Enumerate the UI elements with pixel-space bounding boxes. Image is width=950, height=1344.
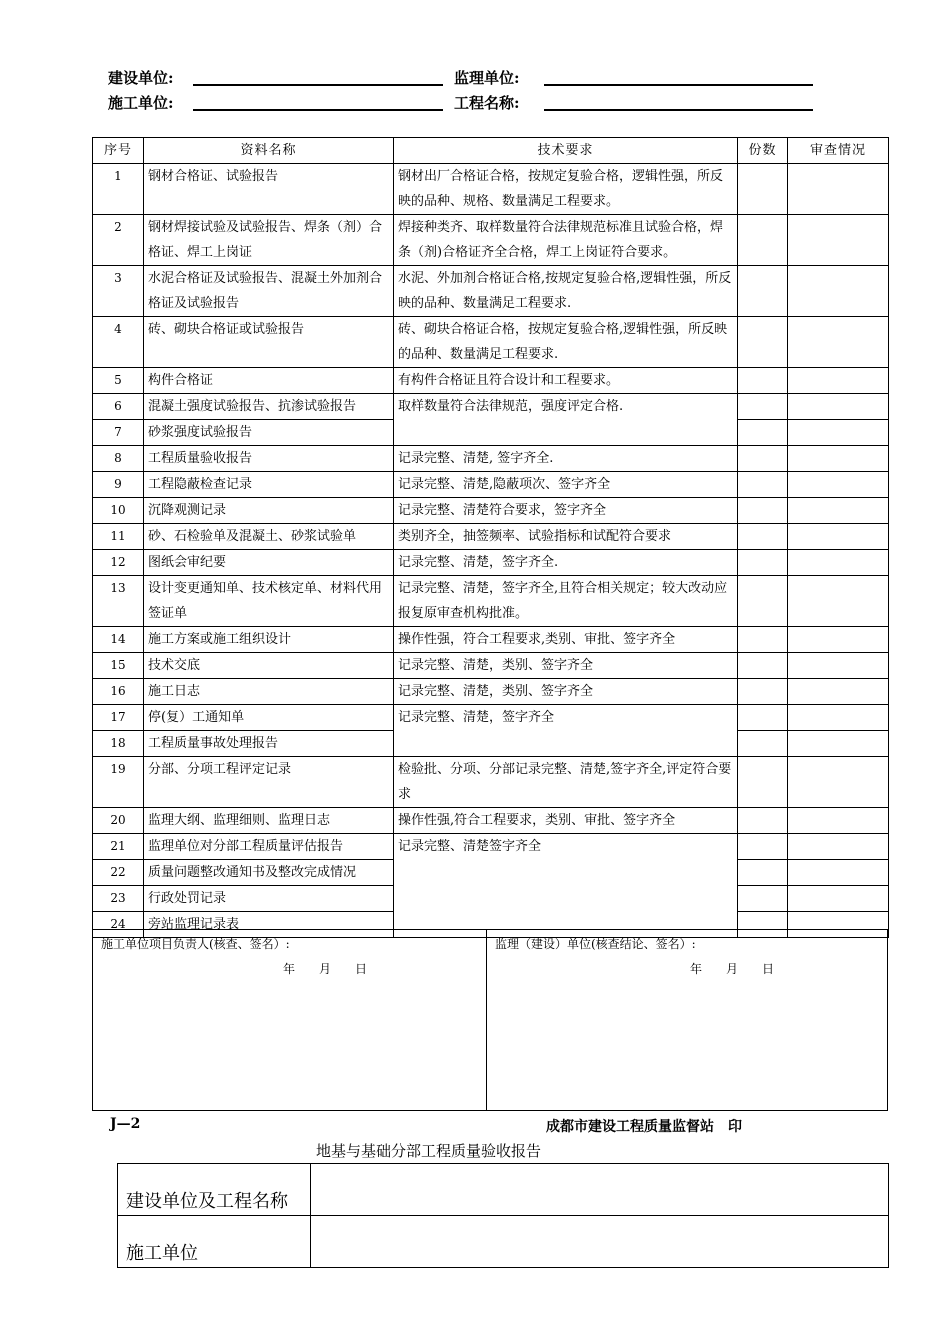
review-cell[interactable]	[788, 705, 889, 731]
row-requirement: 钢材出厂合格证合格，按规定复验合格，逻辑性强，所反映的品种、规格、数量满足工程要求。	[394, 164, 738, 215]
review-cell[interactable]	[788, 757, 889, 808]
row-no: 10	[93, 498, 144, 524]
row-name: 钢材合格证、试验报告	[144, 164, 394, 215]
builder-unit-field[interactable]	[193, 109, 443, 111]
construction-and-project-label: 建设单位及工程名称	[118, 1164, 311, 1216]
row-name: 砂浆强度试验报告	[144, 420, 394, 446]
copies-cell[interactable]	[738, 550, 788, 576]
copies-cell[interactable]	[738, 886, 788, 912]
table-row	[93, 653, 889, 679]
copies-cell[interactable]	[738, 472, 788, 498]
row-requirement: 检验批、分项、分部记录完整、清楚,签字齐全,评定符合要求	[394, 757, 738, 808]
copies-cell[interactable]	[738, 808, 788, 834]
row-no: 8	[93, 446, 144, 472]
table-row	[93, 472, 889, 498]
row-name: 混凝土强度试验报告、抗渗试验报告	[144, 394, 394, 420]
table-row	[93, 576, 889, 627]
row-name: 砂、石检验单及混凝土、砂浆试验单	[144, 524, 394, 550]
builder-signature-date: 年 月 日	[283, 962, 368, 976]
row-requirement: 记录完整、清楚，签字齐全.	[394, 550, 738, 576]
row-requirement: 记录完整、清楚，类别、签字齐全	[394, 679, 738, 705]
review-cell[interactable]	[788, 731, 889, 757]
row-name: 图纸会审纪要	[144, 550, 394, 576]
construction-unit-field[interactable]	[193, 84, 443, 86]
row-no: 1	[93, 164, 144, 215]
copies-cell[interactable]	[738, 317, 788, 368]
table-row	[93, 394, 889, 420]
review-cell[interactable]	[788, 550, 889, 576]
form-code: J—2	[110, 1116, 141, 1132]
review-cell[interactable]	[788, 472, 889, 498]
table-row	[93, 215, 889, 266]
row-no: 14	[93, 627, 144, 653]
copies-cell[interactable]	[738, 446, 788, 472]
row-requirement: 记录完整、清楚签字齐全	[394, 834, 738, 938]
row-name: 施工日志	[144, 679, 394, 705]
supervision-unit-label: 监理单位:	[454, 69, 520, 87]
row-name: 工程隐蔽检查记录	[144, 472, 394, 498]
table-row	[118, 1216, 889, 1268]
copies-cell[interactable]	[738, 731, 788, 757]
builder-unit-label: 施工单位:	[108, 94, 174, 112]
row-name: 构件合格证	[144, 368, 394, 394]
row-name: 监理大纲、监理细则、监理日志	[144, 808, 394, 834]
row-no: 11	[93, 524, 144, 550]
copies-cell[interactable]	[738, 394, 788, 420]
row-no: 23	[93, 886, 144, 912]
review-cell[interactable]	[788, 215, 889, 266]
table-row	[93, 498, 889, 524]
row-requirement: 水泥、外加剂合格证合格,按规定复验合格,逻辑性强，所反映的品种、数量满足工程要求.	[394, 266, 738, 317]
row-name: 监理单位对分部工程质量评估报告	[144, 834, 394, 860]
builder-signature-box[interactable]	[92, 929, 487, 1111]
review-cell[interactable]	[788, 576, 889, 627]
row-requirement: 砖、砌块合格证合格，按规定复验合格,逻辑性强，所反映的品种、数量满足工程要求.	[394, 317, 738, 368]
table-row	[93, 808, 889, 834]
project-name-label: 工程名称:	[454, 94, 520, 112]
table-row	[93, 627, 889, 653]
copies-cell[interactable]	[738, 266, 788, 317]
copies-cell[interactable]	[738, 524, 788, 550]
row-requirement: 取样数量符合法律规范，强度评定合格.	[394, 394, 738, 446]
review-cell[interactable]	[788, 266, 889, 317]
table-row	[93, 834, 889, 860]
row-no: 12	[93, 550, 144, 576]
row-no: 3	[93, 266, 144, 317]
row-no: 5	[93, 368, 144, 394]
row-name: 技术交底	[144, 653, 394, 679]
copies-cell[interactable]	[738, 368, 788, 394]
row-no: 13	[93, 576, 144, 627]
row-name: 工程质量事故处理报告	[144, 731, 394, 757]
review-cell[interactable]	[788, 860, 889, 886]
construction-and-project-field[interactable]	[311, 1164, 889, 1216]
row-no: 16	[93, 679, 144, 705]
supervisor-signature-box[interactable]	[486, 929, 888, 1111]
supervisor-signature-label: 监理（建设）单位(核查结论、签名）:	[495, 937, 696, 951]
row-no: 9	[93, 472, 144, 498]
review-cell[interactable]	[788, 627, 889, 653]
table-row	[93, 317, 889, 368]
header-copies: 份数	[738, 138, 788, 164]
review-cell[interactable]	[788, 394, 889, 420]
table-row	[93, 705, 889, 731]
row-requirement: 记录完整、清楚，类别、签字齐全	[394, 653, 738, 679]
row-requirement: 记录完整、清楚,隐蔽项次、签字齐全	[394, 472, 738, 498]
copies-cell[interactable]	[738, 498, 788, 524]
copies-cell[interactable]	[738, 757, 788, 808]
review-cell[interactable]	[788, 420, 889, 446]
document-review-table	[92, 137, 889, 938]
copies-cell[interactable]	[738, 576, 788, 627]
copies-cell[interactable]	[738, 420, 788, 446]
row-requirement: 记录完整、清楚, 签字齐全.	[394, 446, 738, 472]
row-requirement: 类别齐全，抽签频率、试验指标和试配符合要求	[394, 524, 738, 550]
row-requirement: 焊接种类齐、取样数量符合法律规范标准且试验合格，焊条（剂)合格证齐全合格，焊工上岗证符合要求。	[394, 215, 738, 266]
acceptance-report-table	[117, 1163, 889, 1268]
row-no: 17	[93, 705, 144, 731]
supervision-unit-field[interactable]	[544, 84, 813, 86]
review-cell[interactable]	[788, 834, 889, 860]
review-cell[interactable]	[788, 498, 889, 524]
row-no: 21	[93, 834, 144, 860]
row-no: 18	[93, 731, 144, 757]
row-name: 质量问题整改通知书及整改完成情况	[144, 860, 394, 886]
row-no: 24	[93, 912, 144, 938]
construction-unit-label: 建设单位:	[108, 69, 174, 87]
table-row	[93, 446, 889, 472]
copies-cell[interactable]	[738, 627, 788, 653]
table-header-row	[93, 138, 889, 164]
header-review: 审查情况	[788, 138, 889, 164]
row-name: 施工方案或施工组织设计	[144, 627, 394, 653]
row-name: 钢材焊接试验及试验报告、焊条（剂）合格证、焊工上岗证	[144, 215, 394, 266]
supervisor-signature-date: 年 月 日	[690, 962, 775, 976]
row-requirement: 有构件合格证且符合设计和工程要求。	[394, 368, 738, 394]
row-no: 19	[93, 757, 144, 808]
row-requirement: 操作性强,符合工程要求，类别、审批、签字齐全	[394, 808, 738, 834]
table-row	[93, 524, 889, 550]
row-name: 沉降观测记录	[144, 498, 394, 524]
review-cell[interactable]	[788, 808, 889, 834]
row-name: 砖、砌块合格证或试验报告	[144, 317, 394, 368]
row-name: 分部、分项工程评定记录	[144, 757, 394, 808]
copies-cell[interactable]	[738, 164, 788, 215]
table-row	[93, 550, 889, 576]
copies-cell[interactable]	[738, 653, 788, 679]
review-cell[interactable]	[788, 446, 889, 472]
copies-cell[interactable]	[738, 215, 788, 266]
row-name: 水泥合格证及试验报告、混凝土外加剂合格证及试验报告	[144, 266, 394, 317]
row-no: 4	[93, 317, 144, 368]
review-cell[interactable]	[788, 368, 889, 394]
row-no: 15	[93, 653, 144, 679]
row-no: 7	[93, 420, 144, 446]
review-cell[interactable]	[788, 164, 889, 215]
row-requirement: 记录完整、清楚，签字齐全	[394, 705, 738, 757]
table-row	[118, 1164, 889, 1216]
table-row	[93, 757, 889, 808]
row-no: 20	[93, 808, 144, 834]
row-name: 工程质量验收报告	[144, 446, 394, 472]
table-row	[93, 368, 889, 394]
row-no: 22	[93, 860, 144, 886]
row-name: 停(复）工通知单	[144, 705, 394, 731]
row-no: 2	[93, 215, 144, 266]
row-name: 设计变更通知单、技术核定单、材料代用签证单	[144, 576, 394, 627]
row-name: 旁站监理记录表	[144, 912, 394, 938]
project-name-field[interactable]	[544, 109, 813, 111]
builder-field[interactable]	[311, 1216, 889, 1268]
row-requirement: 记录完整、清楚符合要求，签字齐全	[394, 498, 738, 524]
row-requirement: 操作性强，符合工程要求,类别、审批、签字齐全	[394, 627, 738, 653]
header-requirement: 技术要求	[394, 138, 738, 164]
copies-cell[interactable]	[738, 679, 788, 705]
row-name: 行政处罚记录	[144, 886, 394, 912]
review-cell[interactable]	[788, 679, 889, 705]
review-cell[interactable]	[788, 653, 889, 679]
table-row	[93, 679, 889, 705]
supervision-station-stamp: 成都市建设工程质量监督站 印	[546, 1119, 742, 1135]
table-row	[93, 266, 889, 317]
table-row	[93, 164, 889, 215]
copies-cell[interactable]	[738, 705, 788, 731]
builder-signature-label: 施工单位项目负责人(核查、签名）:	[101, 937, 290, 951]
row-requirement: 记录完整、清楚，签字齐全,且符合相关规定；较大改动应报复原审查机构批准。	[394, 576, 738, 627]
header-no: 序号	[93, 138, 144, 164]
builder-label: 施工单位	[118, 1216, 311, 1268]
review-cell[interactable]	[788, 524, 889, 550]
review-cell[interactable]	[788, 317, 889, 368]
copies-cell[interactable]	[738, 860, 788, 886]
review-cell[interactable]	[788, 886, 889, 912]
row-no: 6	[93, 394, 144, 420]
copies-cell[interactable]	[738, 834, 788, 860]
header-name: 资料名称	[144, 138, 394, 164]
second-form-title: 地基与基础分部工程质量验收报告	[316, 1142, 542, 1160]
